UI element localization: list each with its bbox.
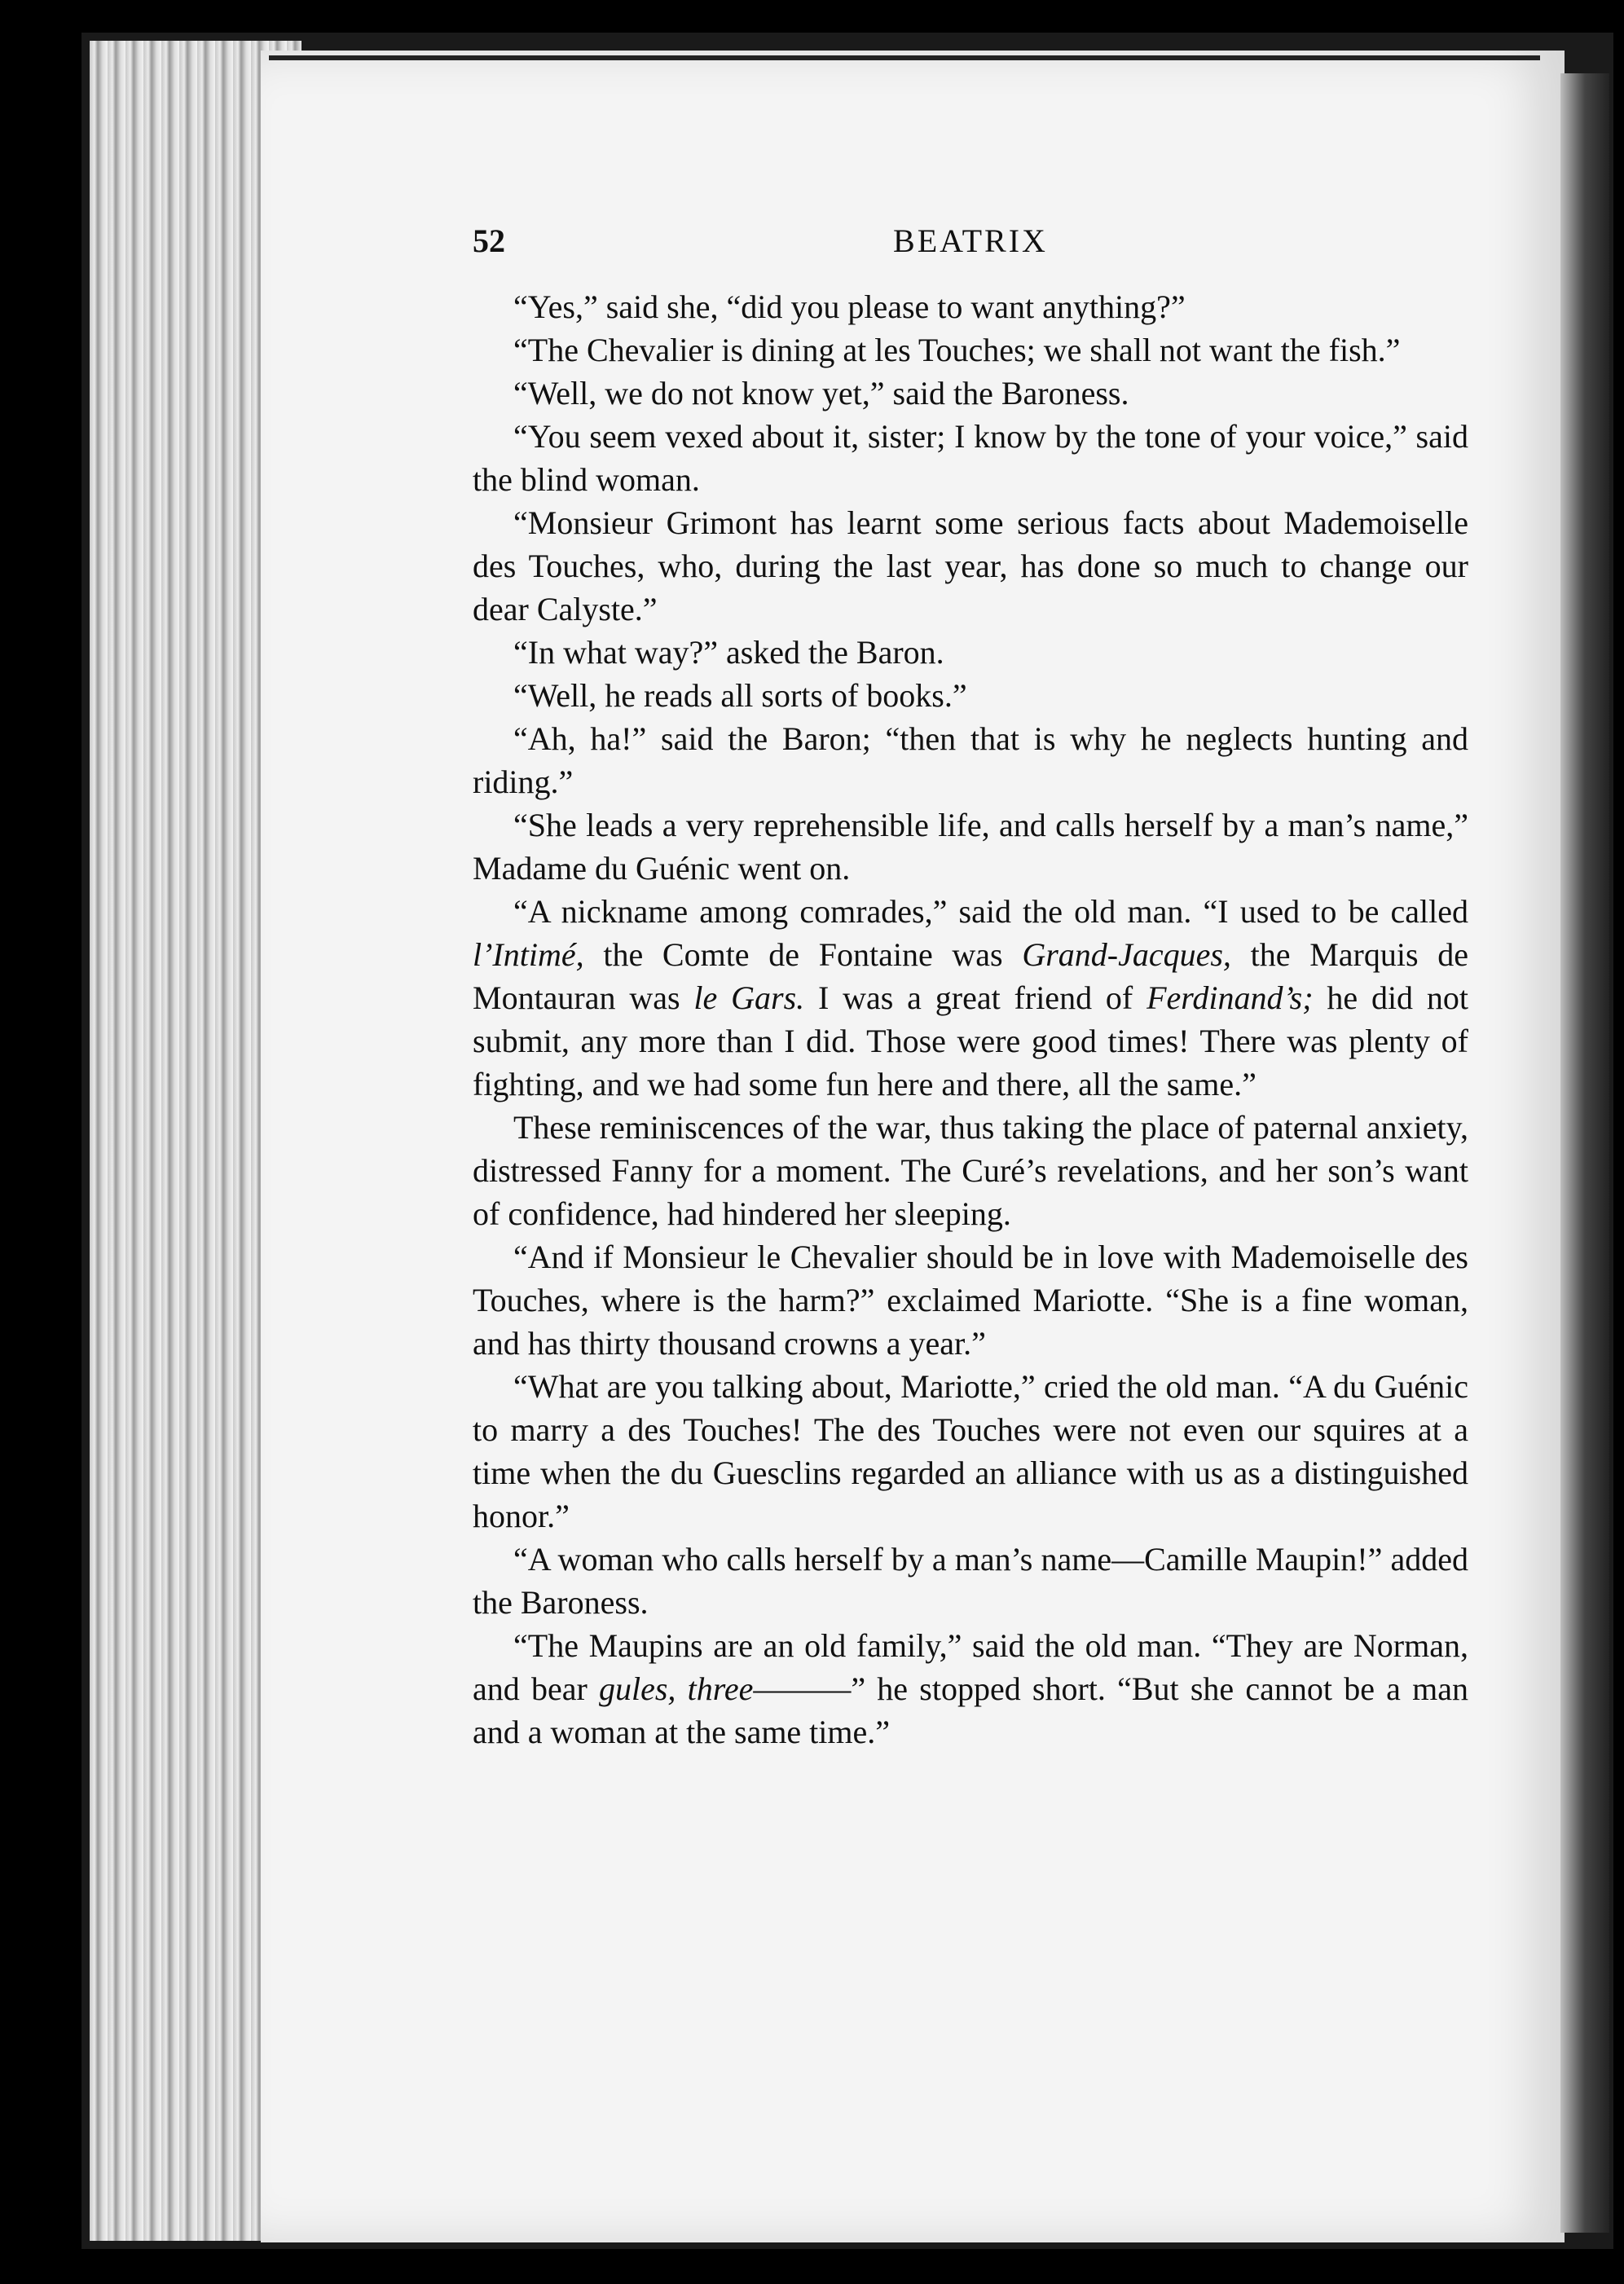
paragraph: “She leads a very reprehensible life, and calls herself by a man’s name,” Madame du Guénic went on. [473,807,1468,887]
italic-text: Grand-Jacques, [1022,936,1231,973]
page-header [473,222,1468,271]
page-top-edge [269,55,1540,60]
italic-text: le Gars. [693,979,805,1016]
paragraph: “Well, he reads all sorts of books.” [513,677,967,714]
paragraph: “Ah, ha!” said the Baron; “then that is why he neglects hunting and riding.” [473,720,1468,800]
paragraph: “A nickname among comrades,” said the old man. “I used to be called l’Intimé, the Comte de Fontaine was Grand-Jacques, the Marquis de Montauran was le Gars. I was a great friend of Ferdinand’s; he did not submit, any more than I did. Those were good times! There was plenty of fighting, and we had some fun here and there, all the same.” [473,893,1469,1102]
running-title: BEATRIX [893,222,1048,259]
italic-text: l’Intimé, [473,936,584,973]
paragraph: “The Maupins are an old family,” said the old man. “They are Norman, and bear gules, three———” he stopped short. “But she cannot be a man and a woman at the same time.” [473,1627,1468,1750]
page-number: 52 [473,222,505,259]
book-binding [1560,73,1609,2233]
italic-text: gules, three [599,1670,754,1707]
paragraph: “Monsieur Grimont has learnt some serious facts about Mademoiselle des Touches, who, during the last year, has done so much to change our dear Calyste.” [473,504,1468,627]
italic-text: Ferdinand’s; [1146,979,1314,1016]
paragraph: “A woman who calls herself by a man’s name—Camille Maupin!” added the Baroness. [473,1541,1468,1621]
paragraph: “Yes,” said she, “did you please to want anything?” [513,288,1186,325]
paragraph: “The Chevalier is dining at les Touches; we shall not want the fish.” [513,332,1401,368]
paragraph: “In what way?” asked the Baron. [513,634,944,671]
body-text [473,285,1468,1754]
paragraph: “You seem vexed about it, sister; I know by the tone of your voice,” said the blind woman. [473,418,1468,498]
paragraph: “And if Monsieur le Chevalier should be in love with Mademoiselle des Touches, where is the harm?” exclaimed Mariotte. “She is a fine woman, and has thirty thousand crowns a year.” [473,1239,1468,1362]
paragraph: “What are you talking about, Mariotte,” cried the old man. “A du Guénic to marry a des Touches! The des Touches were not even our squires at a time when the du Guesclins regarded an alliance with us as a distinguished honor.” [473,1368,1468,1534]
paragraph: “Well, we do not know yet,” said the Baroness. [513,375,1129,411]
paragraph: These reminiscences of the war, thus taking the place of paternal anxiety, distressed Fanny for a moment. The Curé’s revelations, and her son’s want of confidence, had hindered her sleeping. [473,1109,1468,1232]
